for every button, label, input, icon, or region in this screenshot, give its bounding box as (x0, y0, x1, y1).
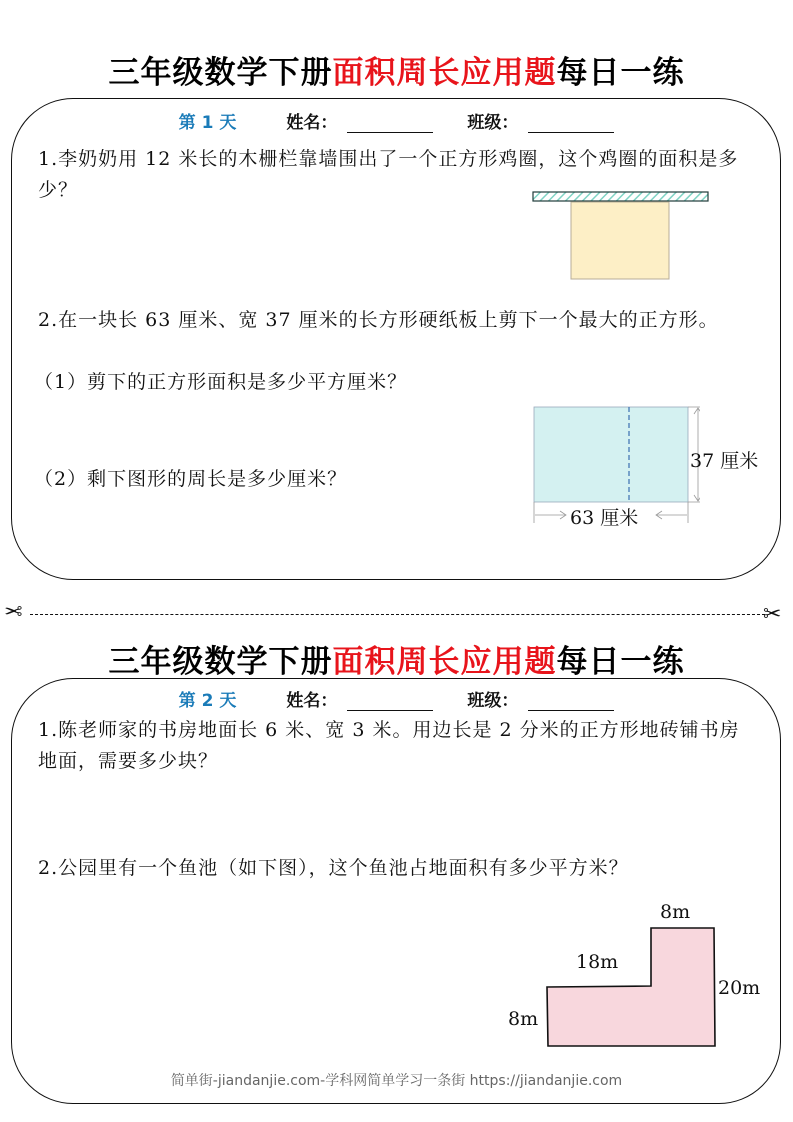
scissors-icon-left: ✂ (4, 600, 23, 625)
class-field[interactable] (528, 693, 614, 711)
cardboard-width-label: 63 厘米 (570, 507, 639, 529)
worksheet-title-day1 (0, 47, 793, 92)
day-label: 第 2 天 (178, 691, 237, 711)
title-highlight: 面积周长应用题 (332, 644, 557, 680)
pond-left-label: 8m (508, 1008, 539, 1030)
square-pen (571, 202, 669, 279)
cardboard-height-label: 37 厘米 (690, 450, 759, 472)
class-label: 班级： (467, 113, 519, 133)
footer-watermark: 简单街-jiandanjie.com-学科网简单学习一条街 https://jiandanjie.com (170, 1073, 623, 1089)
title-suffix: 每日一练 (556, 644, 685, 680)
title-prefix: 三年级数学下册 (108, 644, 333, 680)
pond-top-label: 8m (660, 901, 691, 923)
wall-pen-diagram (532, 191, 710, 281)
worksheet-title-day2 (0, 636, 793, 681)
name-label: 姓名： (286, 691, 338, 711)
pond-right-label: 20m (718, 977, 761, 999)
title-prefix: 三年级数学下册 (108, 55, 333, 91)
class-label: 班级： (467, 691, 519, 711)
day2-question-1: 1.陈老师家的书房地面长 6 米、宽 3 米。用边长是 2 分米的正方形地砖铺书房地面，需要多少块？ (38, 719, 740, 772)
day1-question-2-part-2: （2）剩下图形的周长是多少厘米？ (34, 468, 348, 490)
pond-middle-label: 18m (576, 951, 619, 973)
fish-pond-diagram (545, 926, 717, 1050)
day1-question-2: 2.在一块长 63 厘米、宽 37 厘米的长方形硬纸板上剪下一个最大的正方形。 (38, 309, 719, 331)
day1-question-1: 1.李奶奶用 12 米长的木栅栏靠墙围出了一个正方形鸡圈，这个鸡圈的面积是多少？ (38, 148, 739, 201)
wall (533, 192, 708, 201)
scissors-icon-right: ✂ (763, 602, 782, 627)
name-label: 姓名： (286, 113, 338, 133)
title-highlight: 面积周长应用题 (332, 55, 557, 91)
name-field[interactable] (347, 115, 433, 133)
day2-header (0, 686, 793, 711)
day1-question-2-part-1: （1）剪下的正方形面积是多少平方厘米？ (34, 371, 408, 393)
day-label: 第 1 天 (178, 113, 237, 133)
cut-line (30, 614, 765, 615)
day2-question-2: 2.公园里有一个鱼池（如下图），这个鱼池占地面积有多少平方米？ (38, 857, 629, 879)
day1-header (0, 108, 793, 133)
title-suffix: 每日一练 (556, 55, 685, 91)
class-field[interactable] (528, 115, 614, 133)
name-field[interactable] (347, 693, 433, 711)
